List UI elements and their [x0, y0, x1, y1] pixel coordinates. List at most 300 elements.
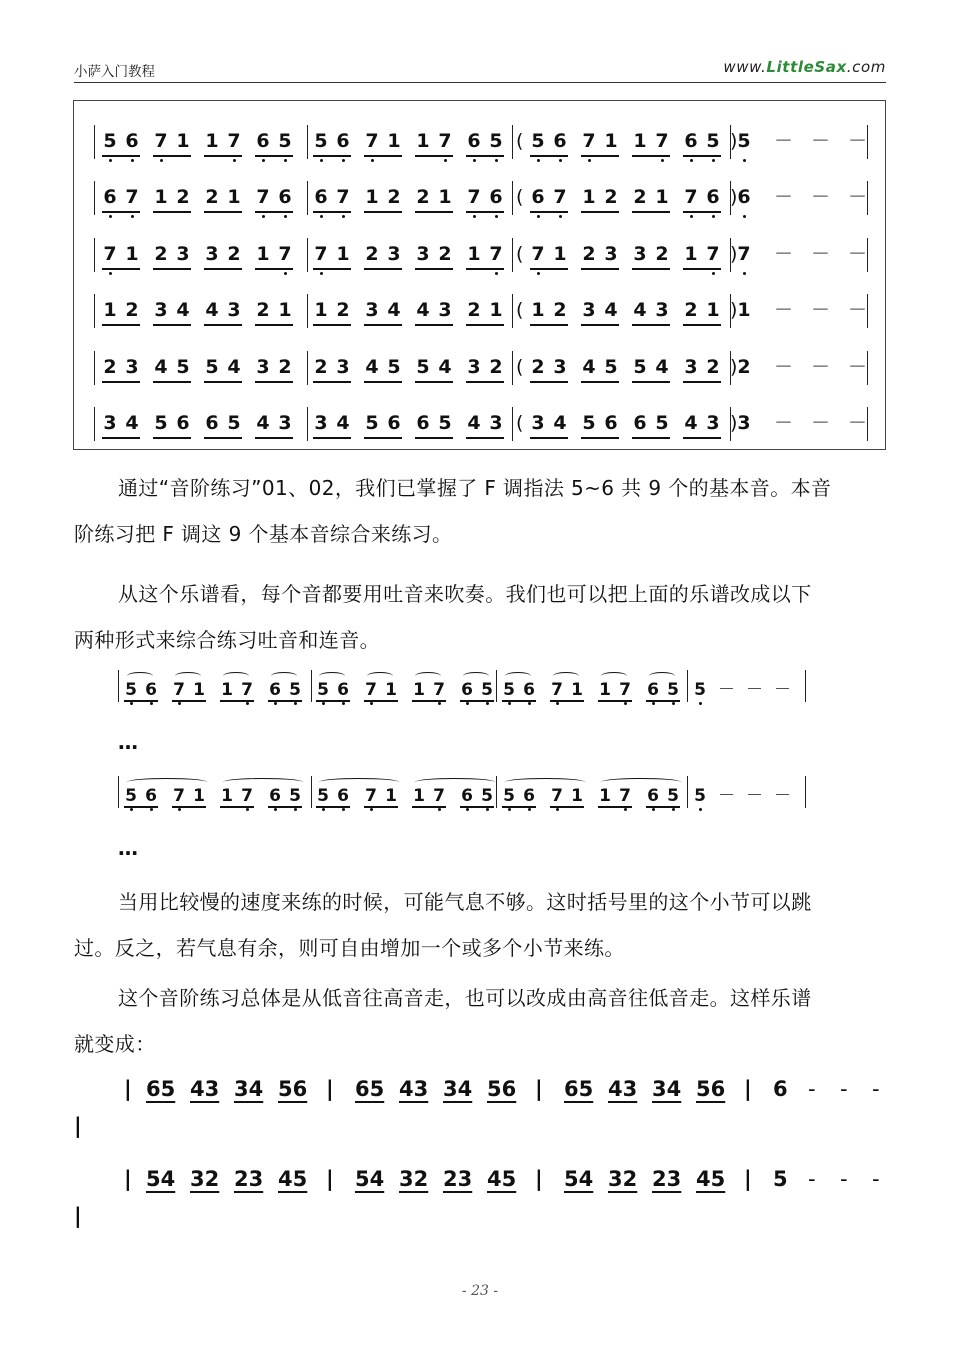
- hold-dash: －: [718, 680, 735, 700]
- note-group: [204, 129, 242, 159]
- paren-open: (: [516, 299, 524, 321]
- note: 7: [241, 680, 253, 700]
- note: 1: [336, 243, 350, 265]
- note-group: [102, 185, 140, 215]
- note: 4: [655, 356, 669, 378]
- beam-underline: [255, 211, 293, 213]
- barline: [867, 294, 868, 328]
- note: 7: [619, 786, 631, 806]
- beam-underline: [313, 324, 351, 326]
- slur-arc: [553, 672, 579, 680]
- beam-underline: [632, 211, 670, 213]
- note: 2: [582, 243, 596, 265]
- note: 6: [523, 680, 535, 700]
- note: 1: [604, 130, 618, 152]
- note: 6: [256, 130, 270, 152]
- beam-underline: [153, 211, 191, 213]
- note-group: [153, 298, 191, 328]
- note-group: 34: [652, 1077, 682, 1101]
- barline: [867, 407, 868, 441]
- note-group: [313, 411, 351, 441]
- note: 5: [103, 130, 117, 152]
- note-group: 32: [608, 1167, 638, 1191]
- note-group: 65: [146, 1077, 176, 1101]
- barline: |: [124, 1167, 132, 1191]
- note: 2: [489, 356, 503, 378]
- barline: [867, 181, 868, 215]
- barline: |: [535, 1077, 543, 1101]
- paren-close: ): [730, 243, 738, 265]
- beam-underline: [153, 381, 191, 383]
- note: 2: [706, 356, 720, 378]
- slur-arc: [415, 778, 495, 786]
- beam-underline: [581, 324, 619, 326]
- note: 3: [176, 243, 190, 265]
- note-group: [153, 411, 191, 441]
- note: 6: [647, 680, 659, 700]
- note-group: [415, 355, 453, 385]
- note: 2: [467, 299, 481, 321]
- header-website[interactable]: [723, 58, 886, 76]
- beam-underline: [466, 268, 504, 270]
- note: 7: [684, 186, 698, 208]
- barline: [118, 670, 119, 702]
- note: 1: [571, 786, 583, 806]
- note-group: [466, 185, 504, 215]
- note: 5: [289, 680, 301, 700]
- barline: [94, 407, 95, 441]
- note-group: [255, 242, 293, 272]
- note-group: 23: [652, 1167, 682, 1191]
- note-group: [415, 242, 453, 272]
- beam-underline: [683, 437, 721, 439]
- hold-dash: －: [811, 356, 831, 378]
- note: 3: [154, 299, 168, 321]
- note-group: [255, 355, 293, 385]
- note: 3: [278, 412, 292, 434]
- note: 1: [684, 243, 698, 265]
- note-group: [364, 411, 402, 441]
- note: 6: [278, 186, 292, 208]
- note-group: 32: [190, 1167, 220, 1191]
- note: 7: [531, 243, 545, 265]
- note: 5: [481, 680, 493, 700]
- note: 3: [553, 356, 567, 378]
- beam-underline: [415, 155, 453, 157]
- site-prefix: www.: [723, 58, 767, 76]
- paragraph-4-line-2: 就变成：: [74, 1032, 156, 1056]
- slur-arc: [271, 672, 297, 680]
- note-group: [502, 672, 536, 702]
- note-group: 56: [278, 1077, 308, 1101]
- note-group: [364, 129, 402, 159]
- note: 6: [269, 786, 281, 806]
- note: 6: [145, 680, 157, 700]
- note-group: [632, 242, 670, 272]
- note: 5: [227, 412, 241, 434]
- paren-open: (: [516, 186, 524, 208]
- note: 4: [365, 356, 379, 378]
- note: 2: [365, 243, 379, 265]
- hold-dash: －: [848, 356, 868, 378]
- page-header: [74, 58, 886, 83]
- note: 2: [314, 356, 328, 378]
- note: 5: [125, 786, 137, 806]
- note-group: 54: [355, 1167, 385, 1191]
- slur-arc: [601, 672, 627, 680]
- beam-underline: [581, 155, 619, 157]
- beam-underline: [153, 437, 191, 439]
- hold-dash: -: [808, 1077, 816, 1101]
- note: 2: [103, 356, 117, 378]
- note: 1: [467, 243, 481, 265]
- note-group: [102, 129, 140, 159]
- note-group: [364, 672, 398, 702]
- paragraph-2-line-1: 从这个乐谱看，每个音都要用吐音来吹奏。我们也可以把上面的乐谱改成以下: [118, 582, 812, 606]
- barline: [307, 351, 308, 385]
- beam-underline: [364, 268, 402, 270]
- hold-dash: －: [811, 130, 831, 152]
- note: 5: [582, 412, 596, 434]
- note-group: [364, 298, 402, 328]
- header-title: 小萨入门教程: [74, 64, 155, 80]
- note: 1: [278, 299, 292, 321]
- note-group: [255, 129, 293, 159]
- beam-underline: [683, 324, 721, 326]
- barline: |: [326, 1167, 334, 1191]
- final-note: 7: [737, 243, 751, 265]
- beam-underline: [255, 155, 293, 157]
- hold-dash: －: [811, 299, 831, 321]
- note: 1: [438, 186, 452, 208]
- note: 2: [227, 243, 241, 265]
- note-group: 34: [234, 1077, 264, 1101]
- hold-dash: -: [840, 1167, 848, 1191]
- note: 4: [438, 356, 452, 378]
- note: 5: [667, 786, 679, 806]
- note-group: 43: [399, 1077, 429, 1101]
- barline: [118, 776, 119, 808]
- note: 7: [551, 680, 563, 700]
- hold-dash: －: [811, 412, 831, 434]
- note: 7: [241, 786, 253, 806]
- note: 2: [154, 243, 168, 265]
- beam-underline: [364, 324, 402, 326]
- note: 5: [503, 680, 515, 700]
- final-note: 6: [773, 1077, 788, 1101]
- beam-underline: [632, 381, 670, 383]
- note-group: [530, 411, 568, 441]
- note: 1: [154, 186, 168, 208]
- paragraph-4-line-1: 这个音阶练习总体是从低音往高音走，也可以改成由高音往低音走。这样乐谱: [118, 986, 812, 1010]
- ellipsis-1: …: [118, 730, 139, 754]
- note: 2: [278, 356, 292, 378]
- barline: [512, 351, 513, 385]
- note-group: [364, 185, 402, 215]
- hold-dash: -: [872, 1167, 880, 1191]
- paragraph-1-line-1: 通过“音阶练习”01、02，我们已掌握了 F 调指法 5~6 共 9 个的基本音。本音: [118, 476, 832, 500]
- note: 6: [489, 186, 503, 208]
- paragraph-3-line-2: 过。反之，若气息有余，则可自由增加一个或多个小节来练。: [74, 936, 625, 960]
- note-group: [466, 129, 504, 159]
- note: 7: [227, 130, 241, 152]
- paragraph-2: [74, 571, 890, 663]
- note: 7: [173, 786, 185, 806]
- score-row-3: [94, 242, 867, 272]
- barline: [867, 125, 868, 159]
- barline: [687, 670, 688, 702]
- beam-underline: [255, 268, 293, 270]
- note: 2: [387, 186, 401, 208]
- note-group: [316, 672, 350, 702]
- note-group: [466, 355, 504, 385]
- note-group: [153, 185, 191, 215]
- beam-underline: [530, 211, 568, 213]
- note: 6: [337, 680, 349, 700]
- beam-underline: [632, 437, 670, 439]
- note-group: 43: [190, 1077, 220, 1101]
- hold-dash: -: [840, 1077, 848, 1101]
- note: 1: [582, 186, 596, 208]
- note: 2: [531, 356, 545, 378]
- slur-arc: [463, 672, 489, 680]
- note-group: [598, 672, 632, 702]
- note: 4: [553, 412, 567, 434]
- note: 5: [154, 412, 168, 434]
- beam-underline: [530, 324, 568, 326]
- note: 1: [221, 786, 233, 806]
- note-group: 45: [278, 1167, 308, 1191]
- note: 1: [655, 186, 669, 208]
- note-group: [364, 355, 402, 385]
- barline: [307, 125, 308, 159]
- note: 1: [193, 786, 205, 806]
- note: 4: [125, 412, 139, 434]
- barline: [307, 181, 308, 215]
- note-group: [415, 411, 453, 441]
- note: 7: [365, 130, 379, 152]
- note: 1: [531, 299, 545, 321]
- slur-arc: [127, 672, 153, 680]
- beam-underline: [581, 211, 619, 213]
- slur-arc: [175, 672, 201, 680]
- note: 3: [604, 243, 618, 265]
- beam-underline: [153, 155, 191, 157]
- note: 6: [523, 786, 535, 806]
- note: 3: [582, 299, 596, 321]
- note: 3: [227, 299, 241, 321]
- hold-dash: －: [811, 186, 831, 208]
- note-group: [102, 242, 140, 272]
- note-group: [153, 129, 191, 159]
- note: 5: [633, 356, 647, 378]
- beam-underline: [364, 381, 402, 383]
- beam-underline: [255, 324, 293, 326]
- note: 7: [619, 680, 631, 700]
- note-group: [530, 242, 568, 272]
- note: 7: [173, 680, 185, 700]
- note: 4: [205, 299, 219, 321]
- beam-underline: [466, 324, 504, 326]
- note: 3: [125, 356, 139, 378]
- barline: [94, 181, 95, 215]
- final-note: 5: [773, 1167, 788, 1191]
- beam-underline: [153, 268, 191, 270]
- note-group: [683, 242, 721, 272]
- note-group: [172, 672, 206, 702]
- beam-underline: [632, 324, 670, 326]
- beam-underline: [313, 155, 351, 157]
- note: 5: [205, 356, 219, 378]
- note: 6: [553, 130, 567, 152]
- note-group: 65: [564, 1077, 594, 1101]
- slur-arc: [223, 778, 303, 786]
- note-group: [460, 672, 494, 702]
- note: 4: [227, 356, 241, 378]
- note: 4: [416, 299, 430, 321]
- note: 6: [337, 786, 349, 806]
- note: 1: [706, 299, 720, 321]
- slur-arc: [367, 672, 393, 680]
- note: 1: [256, 243, 270, 265]
- note: 7: [489, 243, 503, 265]
- slur-arc: [319, 672, 345, 680]
- note: 1: [385, 786, 397, 806]
- beam-underline: [204, 155, 242, 157]
- note: 3: [706, 412, 720, 434]
- note: 2: [256, 299, 270, 321]
- note: 2: [604, 186, 618, 208]
- paragraph-3: [74, 879, 890, 971]
- note-group: 56: [487, 1077, 517, 1101]
- note-group: [153, 355, 191, 385]
- beam-underline: [255, 381, 293, 383]
- slur-arc: [505, 672, 531, 680]
- note: 7: [103, 243, 117, 265]
- note: 5: [503, 786, 515, 806]
- paragraph-1-line-2: 阶练习把 F 调这 9 个基本音综合来练习。: [74, 522, 453, 546]
- note-group: [415, 129, 453, 159]
- beam-underline: [415, 381, 453, 383]
- hold-dash: －: [848, 299, 868, 321]
- barline: [311, 670, 312, 702]
- beam-underline: [466, 211, 504, 213]
- note: 1: [387, 130, 401, 152]
- barline: [94, 125, 95, 159]
- final-note: 5: [694, 786, 706, 806]
- paren-open: (: [516, 412, 524, 434]
- note: 3: [438, 299, 452, 321]
- final-note: 5: [737, 130, 751, 152]
- note-group: [313, 185, 351, 215]
- note: 6: [416, 412, 430, 434]
- note: 2: [205, 186, 219, 208]
- barline: [94, 351, 95, 385]
- note: 6: [145, 786, 157, 806]
- note: 6: [269, 680, 281, 700]
- note-group: 23: [234, 1167, 264, 1191]
- hold-dash: －: [848, 243, 868, 265]
- score-row-4: [94, 298, 867, 328]
- note: 6: [176, 412, 190, 434]
- note: 4: [467, 412, 481, 434]
- note: 1: [413, 680, 425, 700]
- note-group: [313, 298, 351, 328]
- beam-underline: [204, 324, 242, 326]
- paragraph-3-line-1: 当用比较慢的速度来练的时候，可能气息不够。这时括号里的这个小节可以跳: [118, 890, 812, 914]
- note: 7: [553, 186, 567, 208]
- note: 6: [103, 186, 117, 208]
- note-group: [550, 672, 584, 702]
- paren-close: ): [730, 299, 738, 321]
- note-group: [204, 185, 242, 215]
- beam-underline: [313, 381, 351, 383]
- note: 3: [205, 243, 219, 265]
- barline: [307, 294, 308, 328]
- site-brand-little: Little: [766, 58, 815, 76]
- barline: [512, 238, 513, 272]
- note-group: [683, 298, 721, 328]
- note: 1: [193, 680, 205, 700]
- beam-underline: [530, 437, 568, 439]
- beam-underline: [102, 324, 140, 326]
- note: 6: [314, 186, 328, 208]
- final-note: 2: [737, 356, 751, 378]
- score-row-6: [94, 411, 867, 441]
- barline-continued: |: [74, 1204, 82, 1228]
- note: 3: [633, 243, 647, 265]
- beam-underline: [204, 437, 242, 439]
- slur-arc: [319, 778, 399, 786]
- note: 5: [387, 356, 401, 378]
- note-group: [530, 355, 568, 385]
- note: 3: [336, 356, 350, 378]
- note-group: [683, 129, 721, 159]
- hold-dash: -: [808, 1167, 816, 1191]
- note: 6: [647, 786, 659, 806]
- note: 3: [387, 243, 401, 265]
- note-group: [683, 355, 721, 385]
- barline: [512, 294, 513, 328]
- note: 5: [314, 130, 328, 152]
- note-group: [204, 242, 242, 272]
- note: 7: [256, 186, 270, 208]
- barline: [94, 294, 95, 328]
- note: 1: [221, 680, 233, 700]
- hold-dash: －: [774, 299, 794, 321]
- note: 7: [365, 786, 377, 806]
- paren-close: ): [730, 356, 738, 378]
- note: 7: [582, 130, 596, 152]
- note: 7: [467, 186, 481, 208]
- beam-underline: [632, 268, 670, 270]
- hold-dash: －: [774, 680, 791, 700]
- note-group: [683, 185, 721, 215]
- note: 1: [385, 680, 397, 700]
- note: 3: [416, 243, 430, 265]
- hold-dash: -: [872, 1077, 880, 1101]
- beam-underline: [102, 211, 140, 213]
- note: 1: [176, 130, 190, 152]
- note: 7: [433, 680, 445, 700]
- paren-open: (: [516, 243, 524, 265]
- note: 1: [103, 299, 117, 321]
- barline: [512, 407, 513, 441]
- note: 5: [667, 680, 679, 700]
- beam-underline: [683, 211, 721, 213]
- note-group: [204, 355, 242, 385]
- note: 7: [365, 680, 377, 700]
